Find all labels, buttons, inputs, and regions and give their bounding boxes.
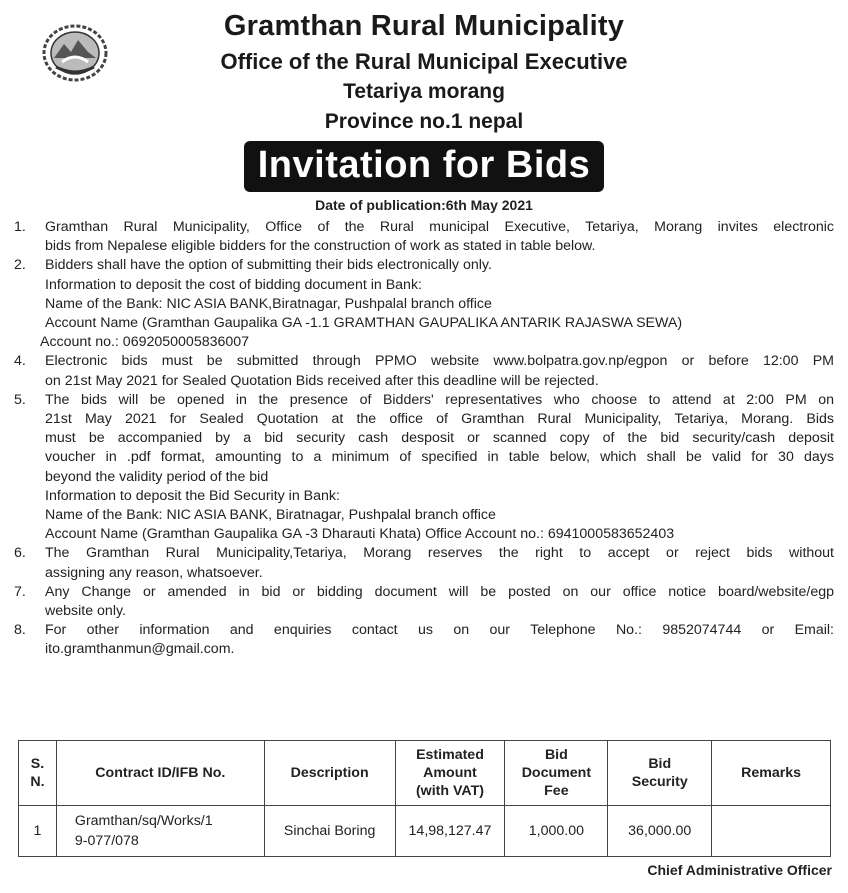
item-line: ito.gramthanmun@gmail.com. xyxy=(45,641,235,658)
list-item xyxy=(14,391,834,545)
item-line: website only. xyxy=(45,603,126,620)
list-item xyxy=(14,256,834,333)
header-contract-id: Contract ID/IFB No. xyxy=(56,741,264,806)
list-item xyxy=(14,333,834,352)
publication-date: Date of publication:6th May 2021 xyxy=(315,197,533,213)
item-line: Gramthan Rural Municipality, Office of the Rural municipal Executive, Tetariya, Morang invites electronic xyxy=(45,219,834,235)
item-line: Any Change or amended in bid or bidding document will be posted on our office notice board/website/egp xyxy=(45,583,834,600)
table-header-row xyxy=(19,741,831,806)
item-number: 4. xyxy=(14,353,26,370)
signature: Chief Administrative Officer xyxy=(647,862,832,878)
header-text: Security xyxy=(631,774,688,790)
item-line: 21st May 2021 for Sealed Quotation at the office of Gramthan Rural Municipality, Tetariya, Morang. Bids xyxy=(45,411,834,428)
account-number-line: Account no.: 0692050005836007 xyxy=(40,334,250,351)
item-line: bids from Nepalese eligible bidders for the construction of work as stated in table below. xyxy=(45,238,596,255)
location: Tetariya morang xyxy=(343,80,505,103)
office-name: Office of the Rural Municipal Executive xyxy=(220,49,628,74)
header-text: Estimated xyxy=(416,747,484,763)
notice-title-banner: Invitation for Bids xyxy=(244,141,605,192)
item-line: beyond the validity period of the bid xyxy=(45,468,269,485)
item-line: Name of the Bank: NIC ASIA BANK,Biratnagar, Pushpalal branch office xyxy=(45,295,492,312)
item-number: 5. xyxy=(14,391,26,408)
item-number: 7. xyxy=(14,583,26,600)
item-number: 8. xyxy=(14,622,26,639)
cell-contract-id xyxy=(56,806,264,857)
bids-table xyxy=(18,740,831,857)
header-text: Bid xyxy=(648,756,672,772)
cell-bid-security: 36,000.00 xyxy=(608,806,712,857)
list-item xyxy=(14,583,834,621)
header-description: Description xyxy=(264,741,395,806)
cell-description: Sinchai Boring xyxy=(264,806,395,857)
header-text: Document xyxy=(521,765,592,781)
item-line: assigning any reason, whatsoever. xyxy=(45,564,263,581)
item-number: 2. xyxy=(14,257,26,274)
item-line: The Gramthan Rural Municipality,Tetariya, Morang reserves the right to accept or reject bids without xyxy=(45,545,834,562)
list-item xyxy=(14,621,834,659)
list-item xyxy=(14,218,834,256)
item-line: Bidders shall have the option of submitting their bids electronically only. xyxy=(45,257,492,274)
header-text: Bid xyxy=(544,747,568,763)
header-text: Amount xyxy=(423,765,477,781)
notice-body xyxy=(14,218,834,660)
cell-doc-fee: 1,000.00 xyxy=(505,806,608,857)
item-line: must be accompanied by a bid security cash desposit or scanned copy of the bid security/cash deposit xyxy=(45,430,834,447)
cell-text: Gramthan/sq/Works/1 xyxy=(74,813,213,829)
item-line: Account Name (Gramthan Gaupalika GA -3 Dharauti Khata) Office Account no.: 6941000583652403 xyxy=(45,526,675,543)
header-estimated-amount xyxy=(395,741,505,806)
municipality-name: Gramthan Rural Municipality xyxy=(223,10,625,42)
header-text: (with VAT) xyxy=(415,783,484,799)
cell-remarks xyxy=(712,806,831,857)
item-line: Name of the Bank: NIC ASIA BANK, Biratnagar, Pushpalal branch office xyxy=(45,507,496,524)
header-sn xyxy=(19,741,57,806)
item-line: Electronic bids must be submitted through PPMO website www.bolpatra.gov.np/egpon or before 12:00 PM xyxy=(45,353,834,370)
item-number: 1. xyxy=(14,219,26,235)
cell-sn: 1 xyxy=(19,806,57,857)
header-bid-security xyxy=(608,741,712,806)
header-text: N. xyxy=(30,774,45,790)
item-line: The bids will be opened in the presence of Bidders' representatives who choose to attend at 2:00 PM on xyxy=(45,391,834,408)
list-item xyxy=(14,544,834,582)
province: Province no.1 nepal xyxy=(324,110,524,133)
header-doc-fee xyxy=(505,741,608,806)
table-row xyxy=(19,806,831,857)
cell-text: 9-077/078 xyxy=(74,833,139,849)
header-text: S. xyxy=(30,756,45,772)
item-line: For other information and enquiries contact us on our Telephone No.: 9852074744 or Email: xyxy=(45,622,834,639)
header-text: Fee xyxy=(544,783,569,799)
item-line: voucher in .pdf format, amounting to a minimum of specified in table below, which shall be valid for 30 days xyxy=(45,449,834,466)
cell-estimated-amount: 14,98,127.47 xyxy=(395,806,505,857)
item-line: Information to deposit the cost of bidding document in Bank: xyxy=(45,276,422,293)
item-number: 6. xyxy=(14,545,26,562)
header-remarks: Remarks xyxy=(712,741,831,806)
item-line: Information to deposit the Bid Security in Bank: xyxy=(45,487,340,504)
item-line: on 21st May 2021 for Sealed Quotation Bids received after this deadline will be rejected. xyxy=(45,372,599,389)
list-item xyxy=(14,352,834,390)
item-line: Account Name (Gramthan Gaupalika GA -1.1 GRAMTHAN GAUPALIKA ANTARIK RAJASWA SEWA) xyxy=(45,315,683,332)
